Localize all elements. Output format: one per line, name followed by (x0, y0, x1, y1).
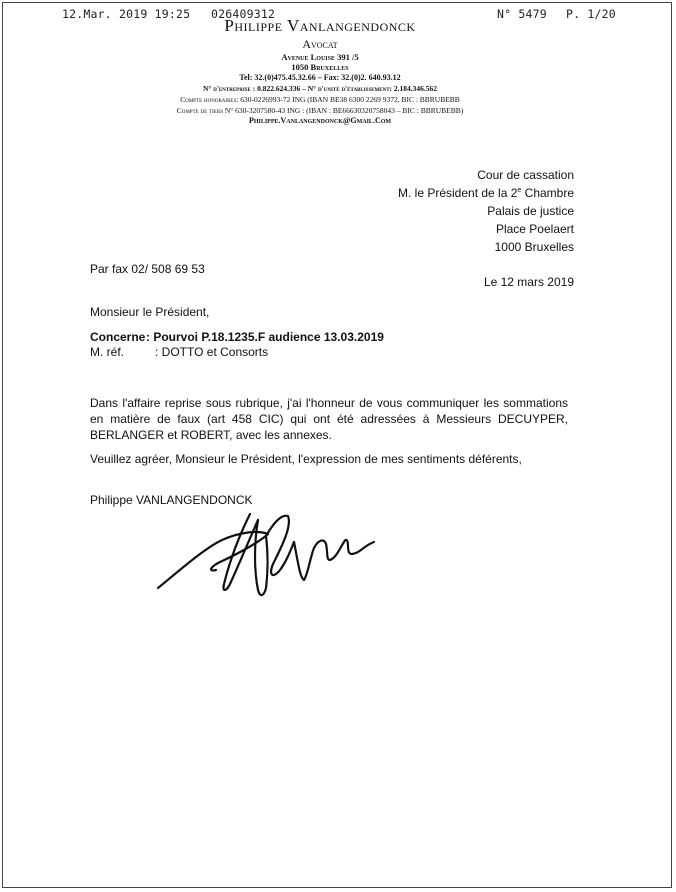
salutation: Monsieur le Président, (90, 305, 210, 319)
fax-page (2, 2, 672, 888)
letterhead-street: Avenue Louise 391 /5 (281, 52, 359, 62)
body-paragraph-2: Veuillez agréer, Monsieur le Président, l'expression de mes sentiments déférents, (90, 452, 522, 466)
letterhead-phone-fax: Tel: 32.(0)475.45.32.66 – Fax: 32.(0)2. 640.93.12 (239, 73, 401, 82)
handwritten-signature (150, 500, 380, 605)
fax-date-time: 12.Mar. 2019 19:25 (62, 7, 191, 21)
recipient-court: Cour de cassation (477, 168, 574, 182)
recipient-city: 1000 Bruxelles (494, 240, 574, 254)
signatory-name: Philippe VANLANGENDONCK (90, 493, 253, 507)
reference-value: : DOTTO et Consorts (155, 345, 269, 359)
fax-job-number: N° 5479 (497, 7, 547, 21)
reference-label: M. réf. (90, 345, 125, 359)
concerne-value: : Pourvoi P.18.1235.F audience 13.03.2019 (146, 330, 384, 344)
letterhead-title: Avocat (302, 37, 338, 51)
letterhead-honoraires-account: Compte honoraires: 630-0226993-72 ING (IBAN BE38 6300 2269 9372, BIC : BBRUBEBB (180, 95, 460, 104)
recipient-place: Place Poelaert (495, 222, 574, 236)
letterhead-city: 1050 Bruxelles (291, 62, 349, 72)
letterhead-email: Philippe.Vanlangendonck@Gmail.Com (248, 116, 392, 125)
recipient-president: M. le Président de la 2e Chambre (398, 186, 574, 200)
letterhead-tiers-account: Compte de tiers N° 630-3207580-43 ING : (IBAN : BE66630320758043 – BIC : BBRUBEBB) (176, 106, 464, 115)
fax-page-indicator: P. 1/20 (566, 7, 616, 21)
letter-date: Le 12 mars 2019 (483, 275, 574, 289)
body-paragraph-1: Dans l'affaire reprise sous rubrique, j'ai l'honneur de vous communiquer les sommations en matière de faux (art 458 CIC) qui ont été adressées à Messieurs DECUYPER, BERLANGER et ROBERT, avec les annexes. (90, 396, 568, 442)
fax-number-line: Par fax 02/ 508 69 53 (90, 262, 205, 276)
fax-sender-number: 026409312 (211, 7, 276, 21)
letterhead-enterprise-numbers: N° d'entreprise : 0.822.624.336 – N° d'unité d'établissement: 2.184.346.562 (202, 84, 438, 93)
letterhead-name: Philippe Vanlangendonck (224, 16, 416, 35)
recipient-palais: Palais de justice (487, 204, 574, 218)
concerne-label: Concerne (90, 330, 146, 344)
